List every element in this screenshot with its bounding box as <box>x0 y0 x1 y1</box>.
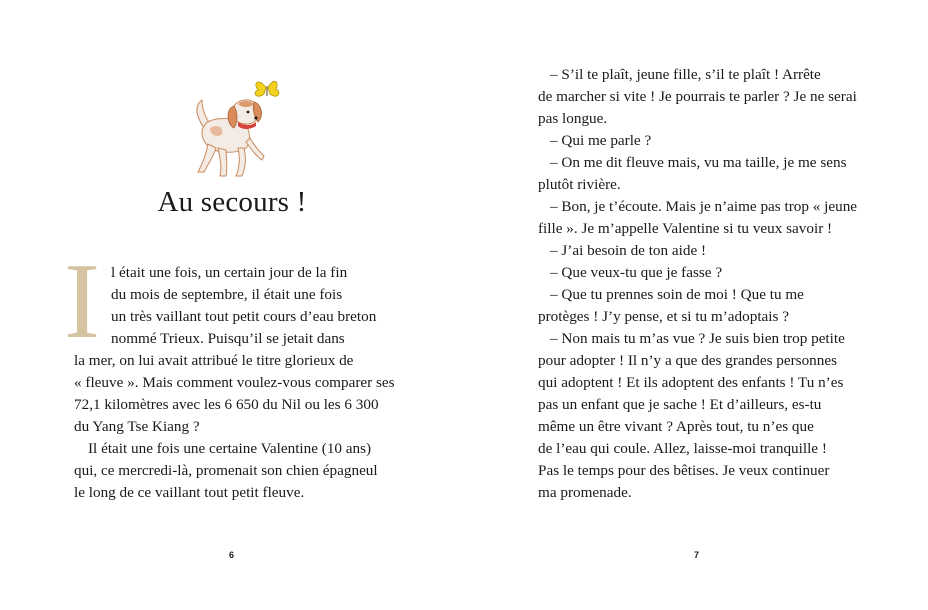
text-line: pas longue. <box>538 110 608 127</box>
text-line: qui, ce mercredi-là, promenait son chien épagneul <box>74 462 378 479</box>
text-line: nommé Trieux. Puisqu’il se jetait dans <box>111 330 345 347</box>
text-line: – Que veux-tu que je fasse ? <box>550 264 723 281</box>
drop-cap: I <box>64 242 100 361</box>
text-line: pas un enfant que je sache ! Et d’ailleurs, es-tu <box>538 396 822 413</box>
text-line: l était une fois, un certain jour de la fin <box>111 264 348 281</box>
butterfly-icon <box>255 81 279 96</box>
text-line: ma promenade. <box>538 484 632 501</box>
text-line: la mer, on lui avait attribué le titre glorieux de <box>74 352 354 369</box>
text-line: de l’eau qui coule. Allez, laisse-moi tranquille ! <box>538 440 827 457</box>
text-line: même un être vivant ? Après tout, tu n’es que <box>538 418 814 435</box>
text-line: – Bon, je t’écoute. Mais je n’aime pas trop « jeune <box>550 198 858 215</box>
text-line: – J’ai besoin de ton aide ! <box>550 242 707 259</box>
text-line: fille ». Je m’appelle Valentine si tu veux savoir ! <box>538 220 833 237</box>
text-line: Il était une fois une certaine Valentine (10 ans) <box>88 440 372 457</box>
text-line: du mois de septembre, il était une fois <box>111 286 343 303</box>
text-line: qui adoptent ! Et ils adoptent des enfants ! Tu n’es <box>538 374 844 391</box>
text-line: le long de ce vaillant tout petit fleuve. <box>74 484 305 501</box>
text-line: pour adopter ! Il n’y a que des grandes personnes <box>538 352 838 369</box>
dog-icon <box>197 100 264 176</box>
right-page <box>464 0 928 610</box>
text-line: – S’il te plaît, jeune fille, s’il te plaît ! Arrête <box>550 66 821 83</box>
text-line: protèges ! J’y pense, et si tu m’adoptais ? <box>538 308 789 325</box>
text-line: de marcher si vite ! Je pourrais te parler ? Je ne serai <box>538 88 857 105</box>
page-number: 7 <box>694 550 700 560</box>
text-line: du Yang Tse Kiang ? <box>74 418 200 435</box>
text-line: un très vaillant tout petit cours d’eau breton <box>111 308 377 325</box>
page-number: 6 <box>229 550 235 560</box>
text-line: plutôt rivière. <box>538 176 621 193</box>
text-line: – Non mais tu m’as vue ? Je suis bien trop petite <box>550 330 845 347</box>
text-line: « fleuve ». Mais comment voulez-vous comparer ses <box>74 374 395 391</box>
dog-butterfly-illustration <box>180 72 290 184</box>
chapter-title: Au secours ! <box>157 186 307 218</box>
text-line: – Qui me parle ? <box>550 132 652 149</box>
text-line: – Que tu prennes soin de moi ! Que tu me <box>550 286 804 303</box>
text-line: Pas le temps pour des bêtises. Je veux continuer <box>538 462 830 479</box>
text-line: 72,1 kilomètres avec les 6 650 du Nil ou les 6 300 <box>74 396 379 413</box>
text-line: – On me dit fleuve mais, vu ma taille, je me sens <box>550 154 847 171</box>
